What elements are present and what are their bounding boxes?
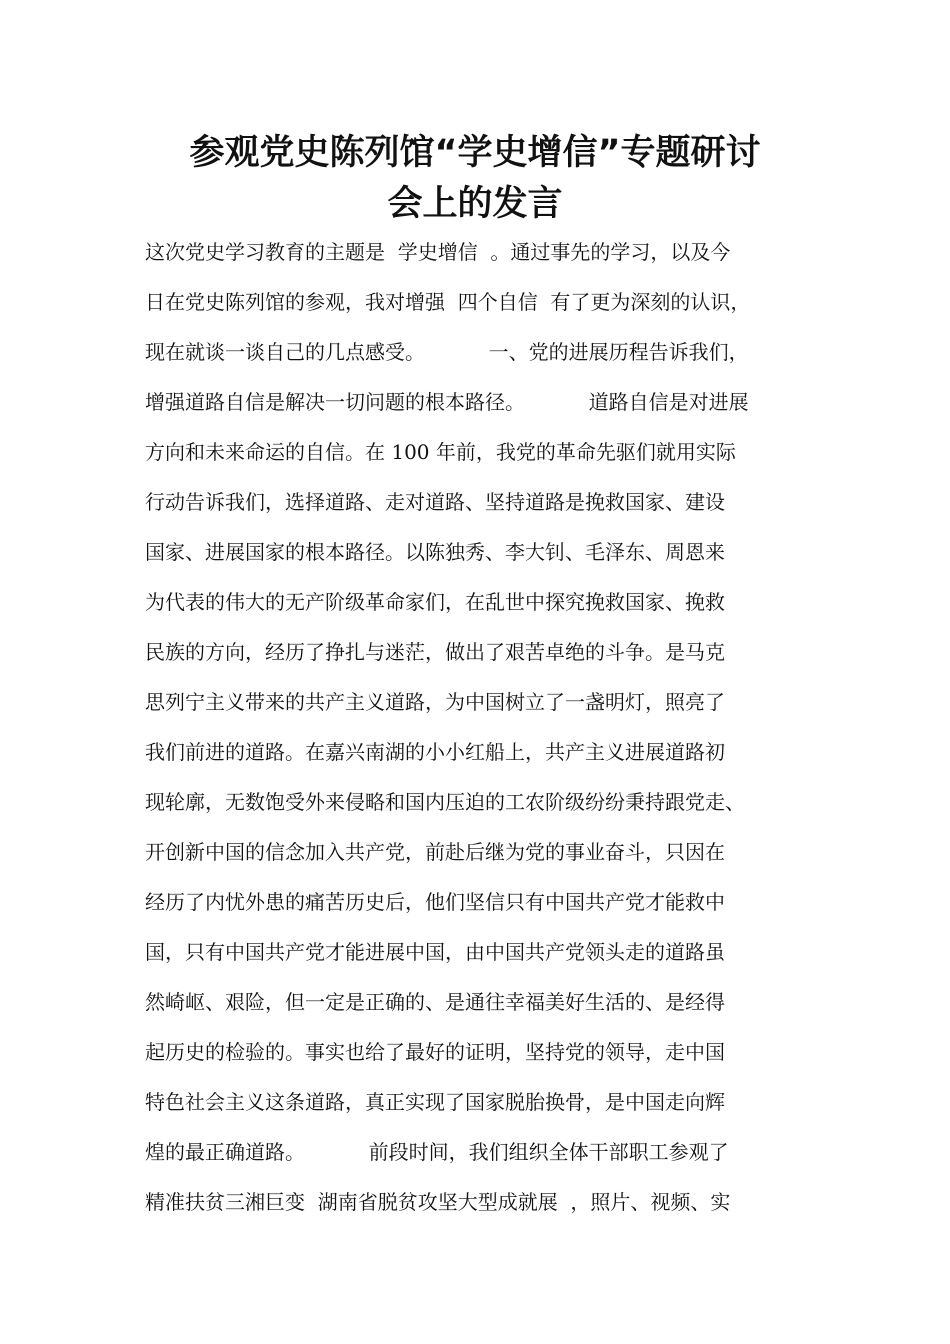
body-line: 为代表的伟大的无产阶级革命家们，在乱世中探究挽救国家、挽救 — [145, 590, 725, 614]
body-line: 特色社会主义这条道路，真正实现了国家脱胎换骨，是中国走向辉 — [145, 1090, 725, 1114]
body-line: 思列宁主义带来的共产主义道路，为中国树立了一盏明灯，照亮了 — [145, 690, 725, 714]
body-line: 国，只有中国共产党才能进展中国，由中国共产党领头走的道路虽 — [145, 940, 725, 964]
body-line: 精准扶贫三湘巨变 湖南省脱贫攻坚大型成就展 ，照片、视频、实 — [145, 1190, 731, 1214]
body-line: 日在党史陈列馆的参观，我对增强 四个自信 有了更为深刻的认识， — [145, 290, 751, 314]
body-line: 煌的最正确道路。 前段时间，我们组织全体干部职工参观了 — [145, 1140, 729, 1164]
body-line: 民族的方向，经历了挣扎与迷茫，做出了艰苦卓绝的斗争。是马克 — [145, 640, 725, 664]
body-line: 方向和未来命运的自信。在 100 年前，我党的革命先驱们就用实际 — [145, 440, 736, 464]
body-line: 这次党史学习教育的主题是 学史增信 。通过事先的学习，以及今 — [145, 240, 731, 264]
body-line: 行动告诉我们，选择道路、走对道路、坚持道路是挽救国家、建设 — [145, 490, 725, 514]
document-title-line-1: 参观党史陈列馆“学史增信”专题研讨 — [189, 133, 761, 173]
body-line: 增强道路自信是解决一切问题的根本路径。 道路自信是对进展 — [145, 390, 749, 414]
body-line: 现在就谈一谈自己的几点感受。 一、党的进展历程告诉我们， — [145, 340, 749, 364]
body-line: 我们前进的道路。在嘉兴南湖的小小红船上，共产主义进展道路初 — [145, 740, 725, 764]
body-line: 起历史的检验的。事实也给了最好的证明，坚持党的领导，走中国 — [145, 1040, 725, 1064]
document-title-line-2: 会上的发言 — [387, 184, 563, 224]
body-line: 经历了内忧外患的痛苦历史后，他们坚信只有中国共产党才能救中 — [145, 890, 725, 914]
body-line: 然崎岖、艰险，但一定是正确的、是通往幸福美好生活的、是经得 — [145, 990, 725, 1014]
body-line: 国家、进展国家的根本路径。以陈独秀、李大钊、毛泽东、周恩来 — [145, 540, 725, 564]
body-line: 现轮廓，无数饱受外来侵略和国内压迫的工农阶级纷纷秉持跟党走、 — [145, 790, 745, 814]
body-line: 开创新中国的信念加入共产党，前赴后继为党的事业奋斗，只因在 — [145, 840, 725, 864]
